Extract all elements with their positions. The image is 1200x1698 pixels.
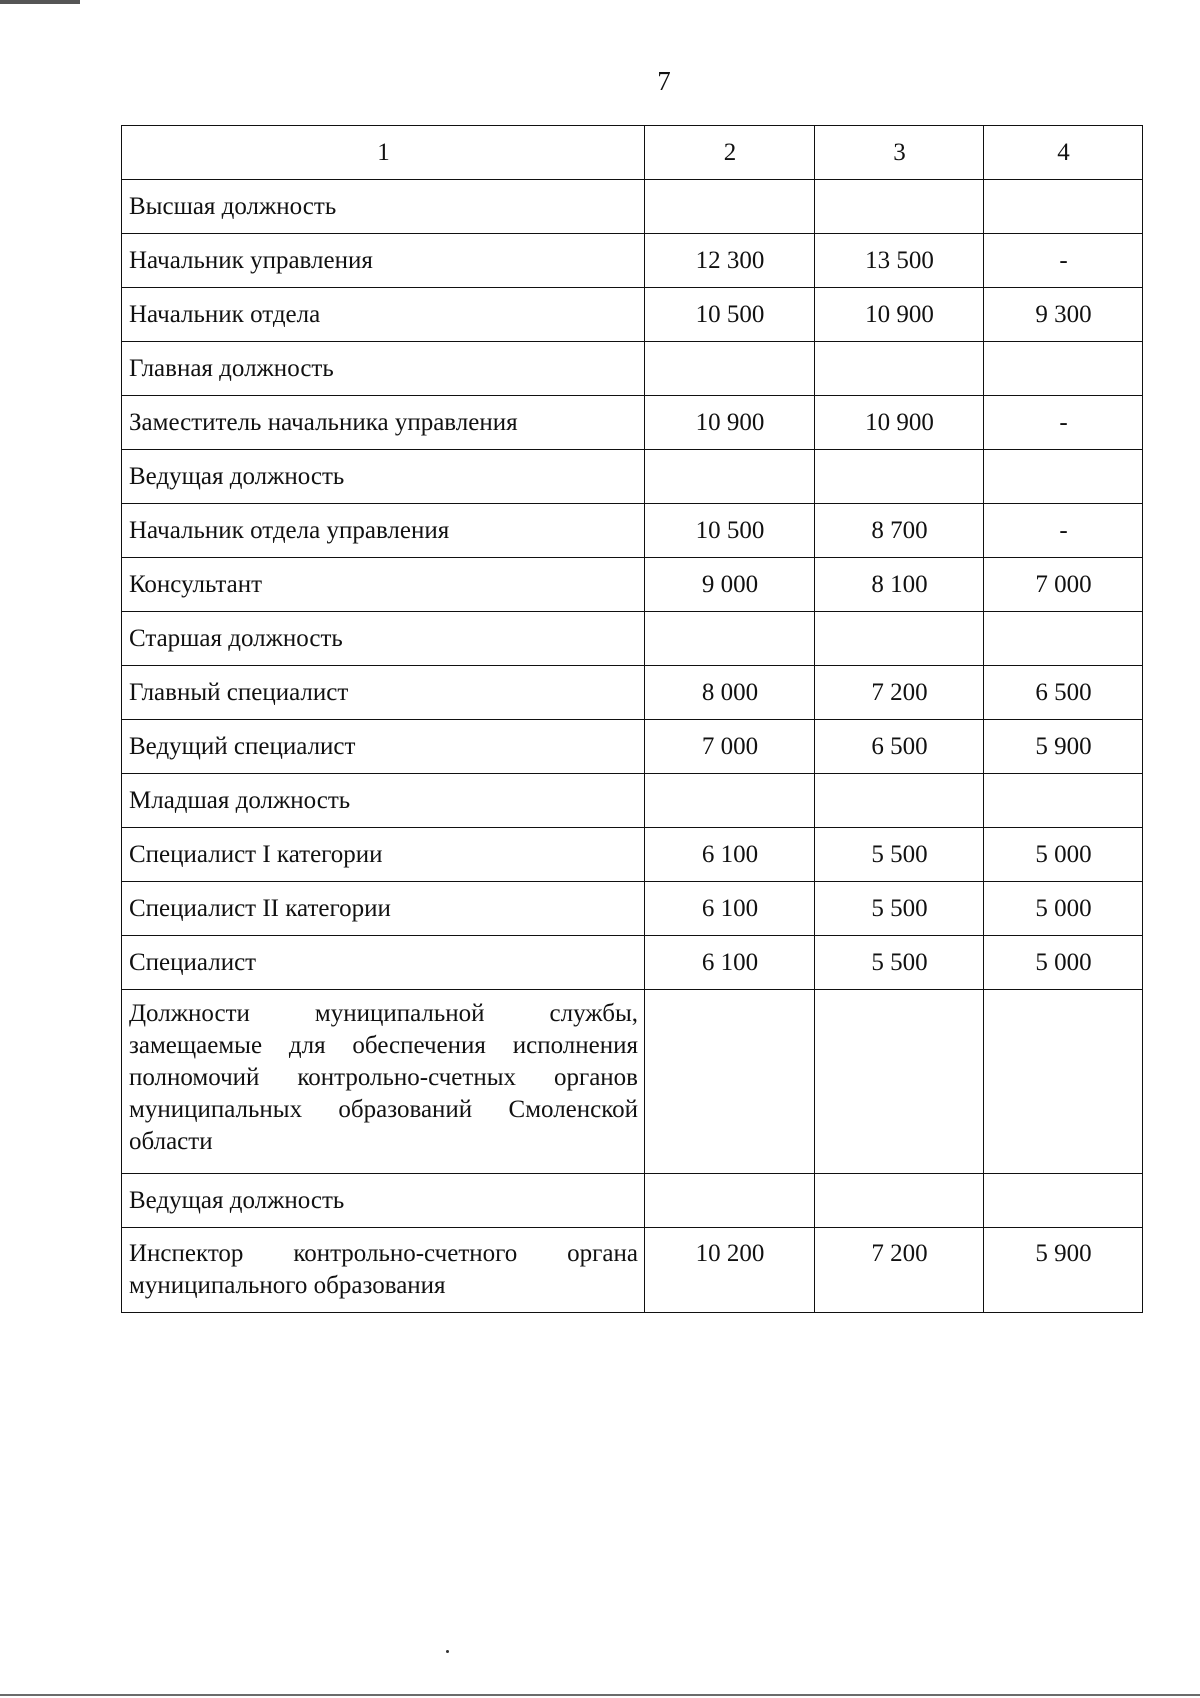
value-col4 — [984, 612, 1143, 666]
value-col4: 5 000 — [984, 828, 1143, 882]
stray-dot-mark — [446, 1650, 449, 1653]
position-name: Специалист I категории — [122, 828, 645, 882]
value-col3 — [815, 774, 984, 828]
position-name: Ведущая должность — [122, 450, 645, 504]
value-col2: 7 000 — [645, 720, 815, 774]
value-col4 — [984, 990, 1143, 1174]
table-row — [122, 720, 1143, 774]
value-col4 — [984, 1174, 1143, 1228]
position-name: Консультант — [122, 558, 645, 612]
position-name: Младшая должность — [122, 774, 645, 828]
value-col4: - — [984, 396, 1143, 450]
value-col2: 6 100 — [645, 828, 815, 882]
table-row-category — [122, 1174, 1143, 1228]
value-col3 — [815, 180, 984, 234]
value-col2: 6 100 — [645, 936, 815, 990]
header-cell-4: 4 — [984, 126, 1143, 180]
position-name: Начальник отдела — [122, 288, 645, 342]
value-col4 — [984, 774, 1143, 828]
value-col2 — [645, 450, 815, 504]
value-col3: 10 900 — [815, 288, 984, 342]
value-col3: 13 500 — [815, 234, 984, 288]
position-name: Заместитель начальника управления — [122, 396, 645, 450]
value-col2: 10 200 — [645, 1228, 815, 1313]
value-col2 — [645, 342, 815, 396]
value-col4: 6 500 — [984, 666, 1143, 720]
scan-edge-mark — [0, 0, 80, 4]
value-col2 — [645, 1174, 815, 1228]
position-name: Старшая должность — [122, 612, 645, 666]
table-row — [122, 288, 1143, 342]
header-cell-1: 1 — [122, 126, 645, 180]
table-row-section — [122, 990, 1143, 1174]
value-col2: 9 000 — [645, 558, 815, 612]
value-col3: 5 500 — [815, 882, 984, 936]
table-row — [122, 1228, 1143, 1313]
position-name: Специалист — [122, 936, 645, 990]
value-col3 — [815, 450, 984, 504]
position-name: Инспектор контрольно-счетного органа муниципального образования — [122, 1228, 645, 1313]
position-name: Ведущий специалист — [122, 720, 645, 774]
value-col4: 5 000 — [984, 936, 1143, 990]
table-row — [122, 396, 1143, 450]
table-row — [122, 936, 1143, 990]
value-col3 — [815, 612, 984, 666]
value-col3: 6 500 — [815, 720, 984, 774]
value-col3: 8 100 — [815, 558, 984, 612]
table-row — [122, 882, 1143, 936]
table-row-category — [122, 342, 1143, 396]
header-cell-3: 3 — [815, 126, 984, 180]
value-col3: 7 200 — [815, 1228, 984, 1313]
value-col4: 5 900 — [984, 1228, 1143, 1313]
value-col2 — [645, 774, 815, 828]
table-row-category — [122, 774, 1143, 828]
position-name: Ведущая должность — [122, 1174, 645, 1228]
value-col2: 12 300 — [645, 234, 815, 288]
position-name: Начальник отдела управления — [122, 504, 645, 558]
table-row — [122, 504, 1143, 558]
value-col3: 5 500 — [815, 936, 984, 990]
value-col2: 6 100 — [645, 882, 815, 936]
header-cell-2: 2 — [645, 126, 815, 180]
value-col2 — [645, 990, 815, 1174]
salary-table — [121, 125, 1143, 1313]
value-col4: 9 300 — [984, 288, 1143, 342]
position-name: Начальник управления — [122, 234, 645, 288]
table-row-category — [122, 450, 1143, 504]
table-row — [122, 828, 1143, 882]
table-row — [122, 234, 1143, 288]
table-row — [122, 558, 1143, 612]
table-row-category — [122, 612, 1143, 666]
position-name: Высшая должность — [122, 180, 645, 234]
value-col4: - — [984, 504, 1143, 558]
position-name: Главная должность — [122, 342, 645, 396]
value-col3 — [815, 990, 984, 1174]
value-col4 — [984, 342, 1143, 396]
value-col3: 10 900 — [815, 396, 984, 450]
position-name: Должности муниципальной службы, замещаемые для обеспечения исполнения полномочий контрольно-счетных органов муниципальных образований Смоленской области — [122, 990, 645, 1174]
value-col3: 7 200 — [815, 666, 984, 720]
value-col4: 7 000 — [984, 558, 1143, 612]
value-col2: 8 000 — [645, 666, 815, 720]
value-col4: 5 000 — [984, 882, 1143, 936]
value-col2: 10 500 — [645, 504, 815, 558]
value-col3: 5 500 — [815, 828, 984, 882]
value-col4 — [984, 450, 1143, 504]
table-row — [122, 666, 1143, 720]
table-header-row — [122, 126, 1143, 180]
value-col3 — [815, 342, 984, 396]
value-col2: 10 500 — [645, 288, 815, 342]
value-col4: - — [984, 234, 1143, 288]
page-bottom-edge — [0, 1694, 1200, 1696]
position-name: Специалист II категории — [122, 882, 645, 936]
value-col2 — [645, 612, 815, 666]
value-col4 — [984, 180, 1143, 234]
table-row-category — [122, 180, 1143, 234]
value-col3 — [815, 1174, 984, 1228]
value-col4: 5 900 — [984, 720, 1143, 774]
value-col2: 10 900 — [645, 396, 815, 450]
position-name: Главный специалист — [122, 666, 645, 720]
value-col2 — [645, 180, 815, 234]
value-col3: 8 700 — [815, 504, 984, 558]
page-number: 7 — [657, 66, 671, 96]
